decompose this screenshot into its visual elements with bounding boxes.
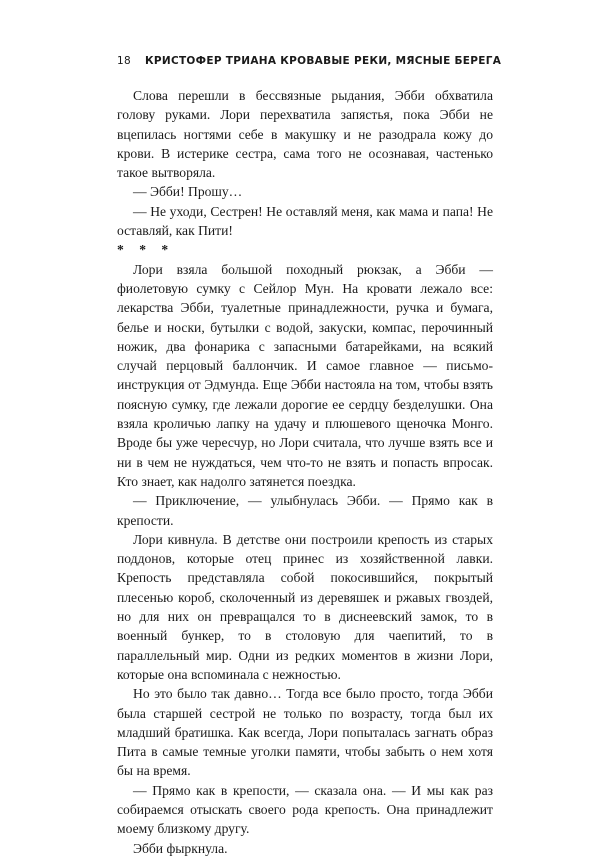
paragraph: Лори кивнула. В детстве они построили крепость из старых поддонов, которые отец принес из хозяйственной лавки. Крепость представляла собой покосившийся, покрытый плесенью короб, сколоченный из деревяшек и ржавых гвоздей, но для них он превращался то в диснеевский замок, то в военный бункер, то в столовую для чаепитий, то в параллельный мир. Одни из редких моментов в жизни Лори, которые она вспоминала с нежностью. (117, 531, 493, 682)
running-title: КРИСТОФЕР ТРИАНА КРОВАВЫЕ РЕКИ, МЯСНЫЕ БЕРЕГА (145, 55, 502, 67)
paragraph: Эбби фыркнула. (133, 840, 228, 856)
paragraph: — Не уходи, Сестрен! Не оставляй меня, как мама и папа! Не оставляй, как Пити! (117, 203, 493, 239)
page-number: 18 (117, 55, 131, 67)
paragraph: — Приключение, — улыбнулась Эбби. — Прямо как в крепости. (117, 493, 493, 528)
paragraph: — Прямо как в крепости, — сказала она. — И мы как раз собираемся отыскать своего рода крепость. Она принадлежит моему близкому другу. (117, 782, 493, 837)
paragraph: Лори взяла большой походный рюкзак, а Эбби — фиолетовую сумку с Сейлор Мун. На кровати лежало все: лекарства Эбби, туалетные принадлежности, ручка и бумага, белье и носки, бутылки с водой, закуски, компас, перочинный ножик, два фонарика с запасными батарейками, на всякий случай перцовый баллончик. И самое главное — письмо-инструкция от Эдмунда. Еще Эбби настояла на том, чтобы взять поясную сумку, где лежали дорогие ее сердцу безделушки. Она взяла кроличью лапку на удачу и плюшевого щеночка Монго. Вроде бы уже чересчур, но Лори считала, что лучше взять все и ни в чем не нуждаться, чем что-то не взять и попасть впросак. Кто знает, как надолго затянется поездка. (117, 261, 493, 489)
paragraph: — Эбби! Прошу… (133, 184, 243, 200)
section-separator: * * * (117, 242, 175, 258)
running-header (117, 55, 502, 67)
page-body (117, 86, 493, 858)
paragraph: Слова перешли в бессвязные рыдания, Эбби обхватила голову руками. Лори перехватила запястья, пока Эбби не вцепилась ногтями себе в макушку и не разодрала кожу до крови. В истерике сестра, сама того не осознавая, частенько такое вытворяла. (117, 88, 493, 181)
paragraph: Но это было так давно… Тогда все было просто, тогда Эбби была старшей сестрой не только по возрасту, тогда был их младший братишка. Как всегда, Лори попыталась загнать образ Пита в самые темные уголки памяти, чтобы забыть о нем хотя бы на время. (117, 686, 493, 779)
